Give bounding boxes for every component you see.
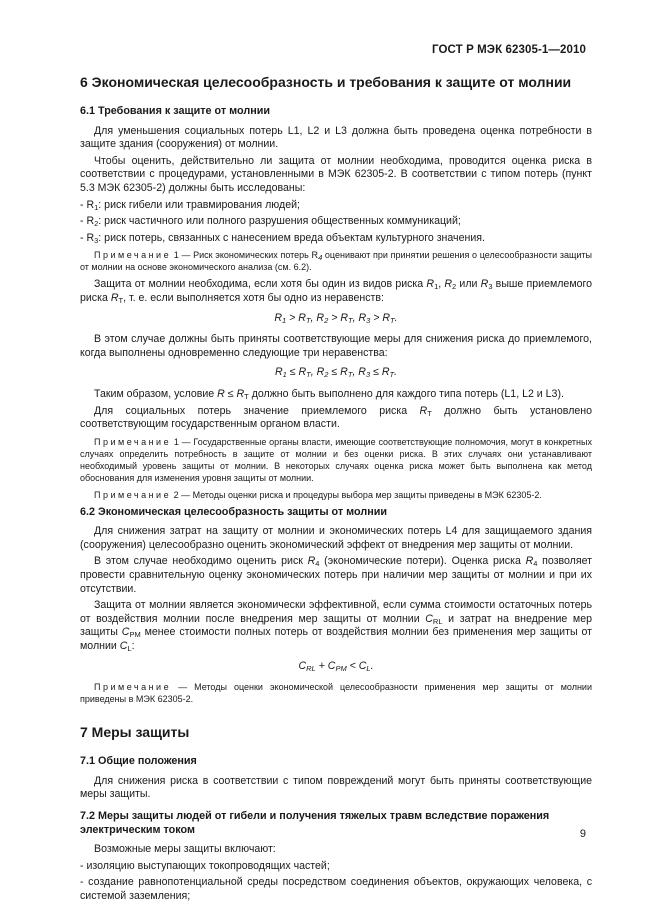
list-item: - $R_2$: риск частичного или полного разрушения общественных коммуникаций; (80, 215, 461, 229)
page-number: 9 (579, 828, 586, 840)
risk-list (80, 199, 592, 246)
paragraph: Защита от молнии является экономически эффективной, если сумма стоимости остаточных потерь от воздействия молнии после внедрения мер защиты от молнии $C_{RL}$ и затрат на внедрение мер защиты $C_{PM}$ менее стоимости полных потерь от воздействия молнии без применения мер защиты от молнии $C_L$: (80, 599, 592, 654)
list-item: - $R_3$: риск потерь, связанных с нанесением вреда объектам культурного значения. (80, 231, 485, 245)
paragraph: Возможные меры защиты включают: (94, 843, 276, 856)
formula: $C_{RL} + C_{PM} < C_L$. (298, 659, 374, 673)
paragraph: Для снижения затрат на защиту от молнии и экономических потерь L4 для защищаемого здания (сооружения) целесообразно оценить экономический эффект от внедрения мер защиты от молнии. (80, 525, 592, 551)
paragraph: Для социальных потерь значение приемлемого риска $R_T$ должно быть установлено соответствующим государственным органом власти. (80, 404, 593, 431)
list-item: - $R_1$: риск гибели или травмирования людей; (80, 198, 300, 212)
subsection-6-1-title: 6.1 Требования к защите от молнии (80, 105, 270, 117)
subsection-7-2-title: 7.2 Меры защиты людей от гибели и получения тяжелых травм вследствие поражения электрическим током (80, 810, 550, 836)
subsection-7-1-title: 7.1 Общие положения (80, 755, 197, 768)
list-item: - изоляцию выступающих токопроводящих частей; (80, 859, 330, 872)
standard-header: ГОСТ Р МЭК 62305-1—2010 (432, 44, 586, 56)
note: Примечание 2 — Методы оценки риска и процедуры выбора мер защиты приведены в МЭК 62305-2. (94, 489, 542, 500)
paragraph: Защита от молнии необходима, если хотя бы один из видов риска $R_1$, $R_2$ или $R_3$ выше приемлемого риска $R_T$, т. е. если выполняется хотя бы одно из неравенств: (80, 278, 593, 305)
paragraph: Таким образом, условие $R \le R_T$ должно быть выполнено для каждого типа потерь (L1, L2 и L3). (94, 387, 564, 401)
note: Примечание 1 — Государственные органы власти, имеющие соответствующие полномочия, могут в конкретных случаях определить потребность в защите от молнии и без оценки риска. В этих случаях они устанавливают необходимый уровень защиты от молнии. В некоторых случаях оценка риска может быть выполнена как метод обоснования для изменения уровня защиты от молнии. (80, 436, 592, 483)
formula: $R_1 \le R_T$, $R_2 \le R_T$, $R_3 \le R_T$. (274, 366, 398, 380)
section-7-title: 7 Меры защиты (80, 724, 190, 741)
paragraph: Чтобы оценить, действительно ли защита от молнии необходима, проводится оценка риска в соответствии с процедурами, установленными в МЭК 62305-2. В соответствии с типом потерь (пункт 5.3 МЭК 62305-2) должны быть исследованы: (80, 154, 592, 194)
subsection-6-2-title: 6.2 Экономическая целесообразность защиты от молнии (80, 505, 387, 518)
formula: $R_1 > R_T$, $R_2 > R_T$, $R_3 > R_T$. (274, 311, 398, 325)
paragraph: Для уменьшения социальных потерь L1, L2 и L3 должна быть проведена оценка потребности в защите здания (сооружения) от молнии. (80, 124, 592, 151)
page-content (80, 74, 592, 907)
list-item: - создание равнопотенциальной среды посредством соединения объектов, окружающих человека, с системой заземления; (80, 876, 592, 902)
note: Примечание 1 — Риск экономических потерь $R_4$ оценивают при принятии решения о целесообразности защиты от молнии на основе экономического анализа (см. 6.2). (80, 250, 592, 273)
paragraph: Для снижения риска в соответствии с типом повреждений могут быть приняты соответствующие меры защиты. (80, 774, 592, 801)
paragraph: В этом случае должны быть приняты соответствующие меры для снижения риска до приемлемого, когда выполнены одновременно следующие три неравенства: (80, 333, 592, 359)
section-6-title: 6 Экономическая целесообразность и требования к защите от молнии (80, 74, 572, 90)
paragraph: В этом случае необходимо оценить риск $R_4$ (экономические потери). Оценка риска $R_4$ позволяет провести сравнительную оценку экономических потерь при наличии мер защиты от молнии и при их отсутствии. (80, 555, 592, 595)
note: Примечание — Методы оценки экономической целесообразности применения мер защиты от молнии приведены в МЭК 62305-2. (80, 682, 592, 705)
